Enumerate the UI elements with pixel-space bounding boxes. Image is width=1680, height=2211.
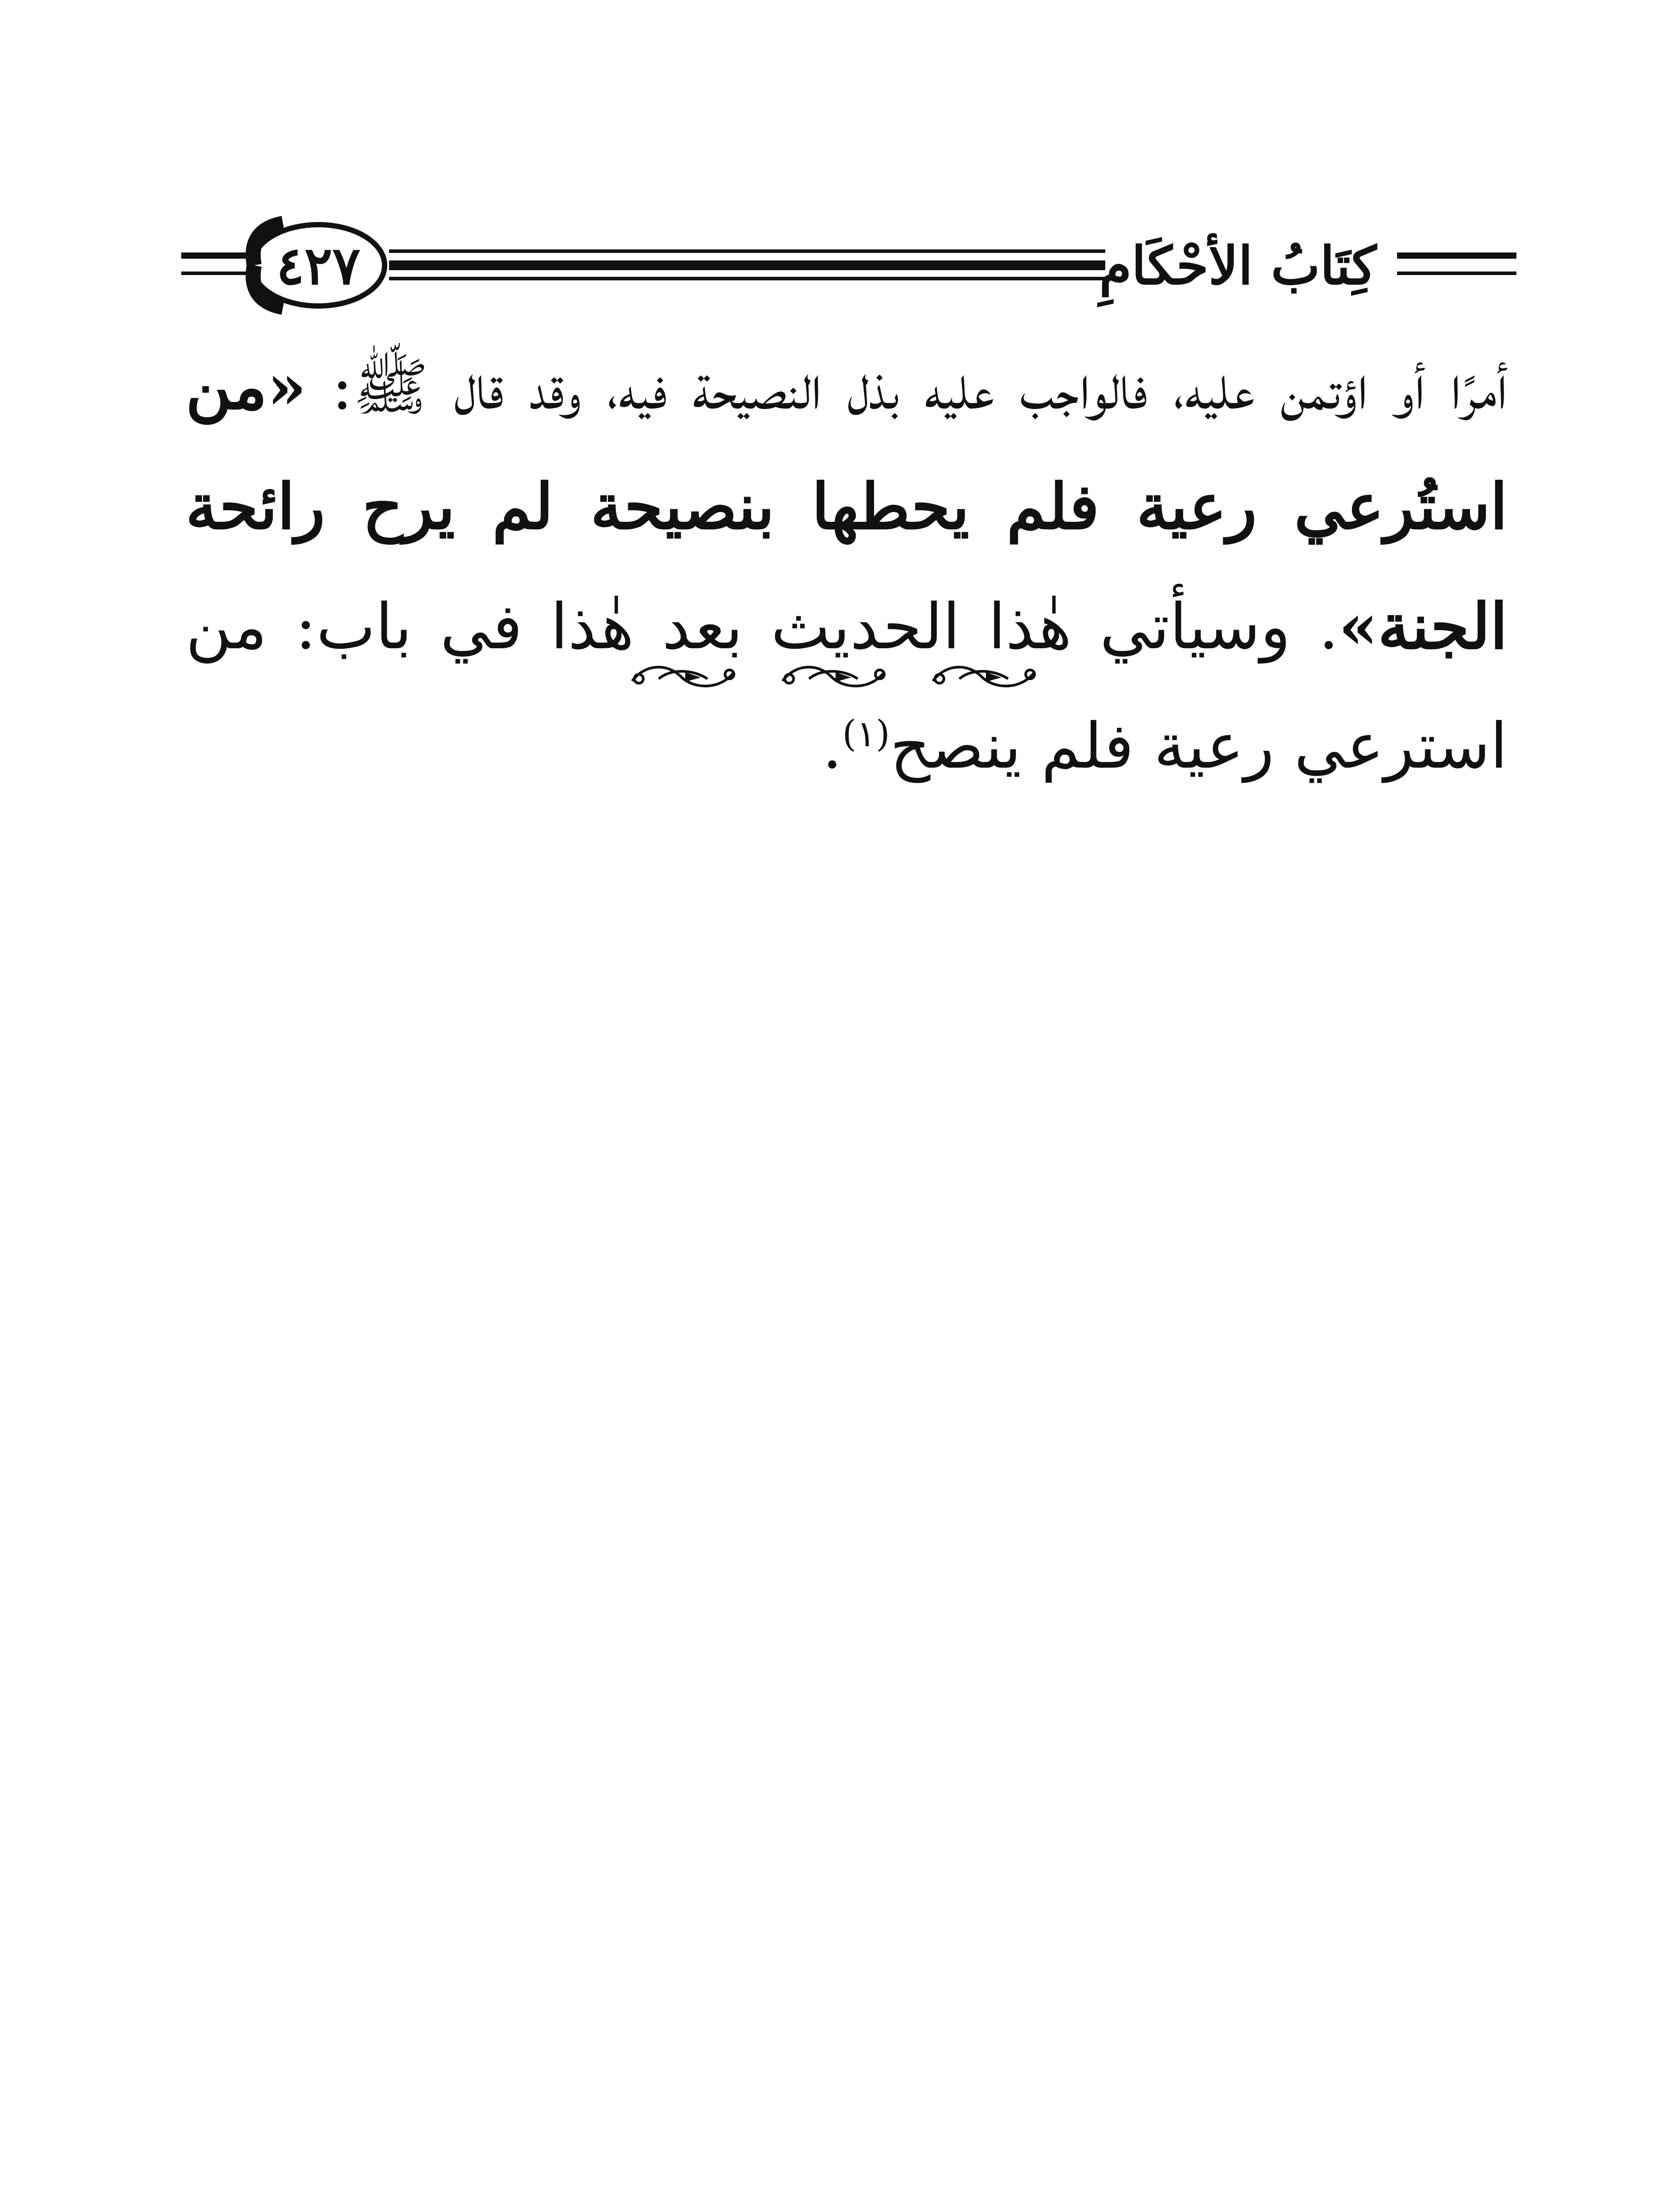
page-header: [0, 0, 1680, 354]
book-title: كِتَابُ الأحْكَامِ: [1099, 234, 1377, 296]
body-paragraph: [186, 327, 1508, 806]
page-number: ٤٢٧: [276, 234, 361, 296]
hadith-quote: «من استُرعي رعية فلم يحطها بنصيحة لم يرح رائحة الجنة»: [186, 350, 1508, 663]
paragraph-end: .: [822, 710, 842, 783]
paragraph-intro: أمرًا أو اؤتمن عليه، فالواجب عليه بذل النصيحة فيه، وقد قال ﷺ:: [306, 351, 1508, 424]
section-divider-ornament: [619, 659, 1061, 694]
paragraph-continuation: . وسيأتي هٰذا الحديث بعد هٰذا في باب: من استرعي رعية فلم ينصح: [186, 590, 1508, 783]
footnote-reference[interactable]: (١): [842, 713, 890, 755]
